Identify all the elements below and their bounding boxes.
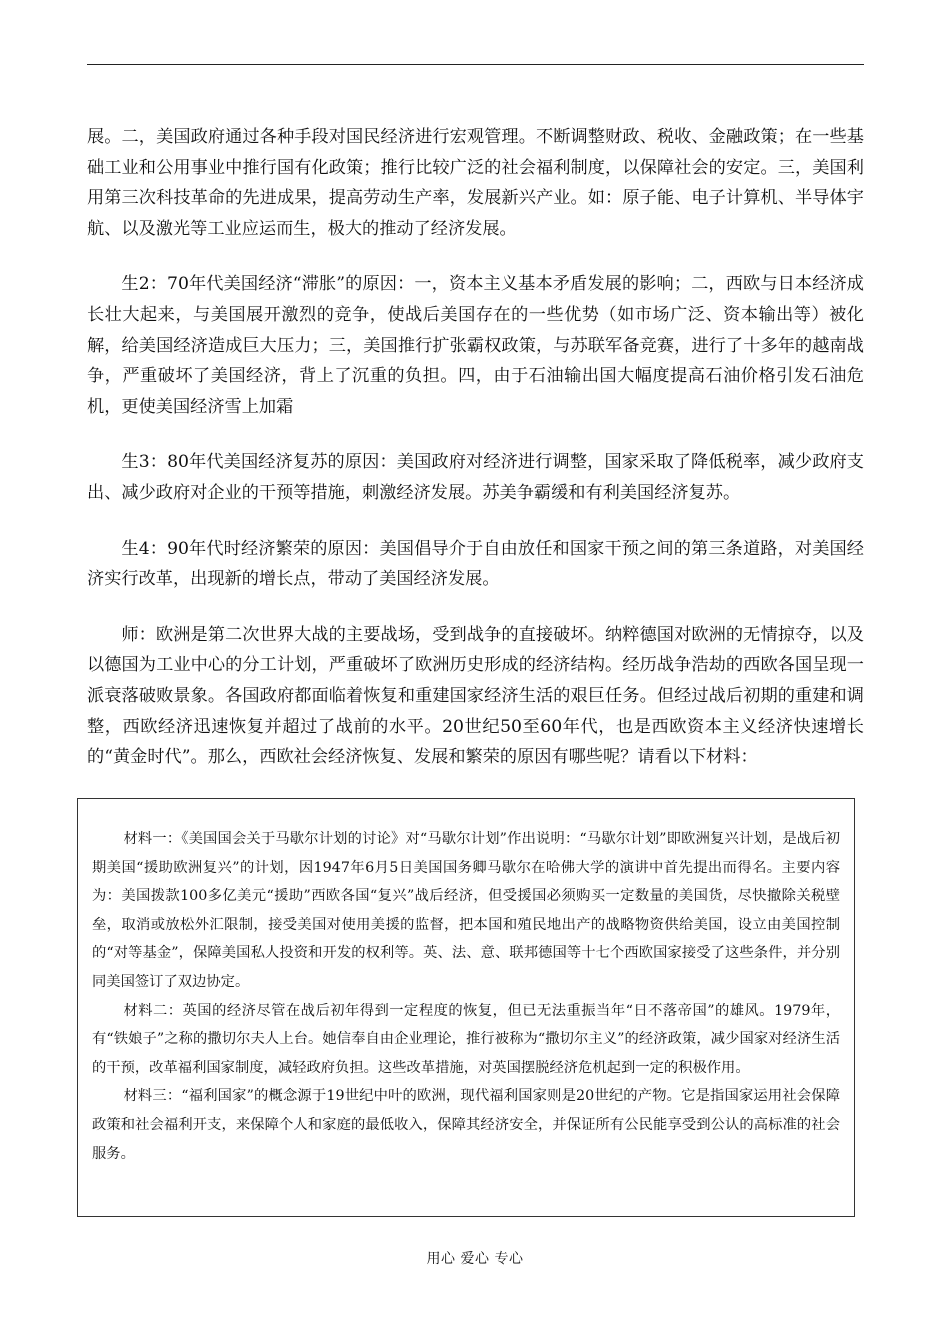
body-text [87, 122, 864, 773]
materials-box [77, 798, 855, 1217]
paragraph-student-4: 生4：90年代时经济繁荣的原因：美国倡导介于自由放任和国家干预之间的第三条道路，对美国经济实行改革，出现新的增长点，带动了美国经济发展。 [87, 538, 864, 590]
paragraph-continuation: 展。二，美国政府通过各种手段对国民经济进行宏观管理。不断调整财政、税收、金融政策；在一些基础工业和公用事业中推行国有化政策；推行比较广泛的社会福利制度，以保障社会的安定。三，美国利用第三次科技革命的先进成果，提高劳动生产率，发展新兴产业。如：原子能、电子计算机、半导体宇航、以及激光等工业应运而生，极大的推动了经济发展。 [87, 127, 864, 239]
paragraph-teacher: 师：欧洲是第二次世界大战的主要战场，受到战争的直接破坏。纳粹德国对欧洲的无情掠夺，以及以德国为工业中心的分工计划，严重破坏了欧洲历史形成的经济结构。经历战争浩劫的西欧各国呈现一派衰落破败景象。各国政府都面临着恢复和重建国家经济生活的艰巨任务。但经过战后初期的重建和调整，西欧经济迅速恢复并超过了战前的水平。20世纪50至60年代，也是西欧资本主义经济快速增长的“黄金时代”。那么，西欧社会经济恢复、发展和繁荣的原因有哪些呢？请看以下材料： [87, 624, 864, 768]
header-rule [87, 64, 864, 65]
paragraph-student-2: 生2：70年代美国经济“滞胀”的原因：一，资本主义基本矛盾发展的影响；二，西欧与日本经济成长壮大起来，与美国展开激烈的竞争，使战后美国存在的一些优势（如市场广泛、资本输出等）被化解，给美国经济造成巨大压力；三，美国推行扩张霸权政策，与苏联军备竞赛，进行了十多年的越南战争，严重破坏了美国经济，背上了沉重的负担。四，由于石油输出国大幅度提高石油价格引发石油危机，更使美国经济雪上加霜 [87, 274, 864, 417]
material-two: 材料二：英国的经济尽管在战后初年得到一定程度的恢复，但已无法重振当年“日不落帝国”的雄风。1979年，有“铁娘子”之称的撒切尔夫人上台。她信奉自由企业理论，推行被称为“撒切尔主义”的经济政策，减少国家对经济生活的干预，改革福利国家制度，减轻政府负担。这些改革措施，对英国摆脱经济危机起到一定的积极作用。 [92, 1002, 840, 1076]
material-one: 材料一：《美国国会关于马歇尔计划的讨论》对“马歇尔计划”作出说明：“马歇尔计划”即欧洲复兴计划，是战后初期美国“援助欧洲复兴”的计划，因1947年6月5日美国国务卿马歇尔在哈佛大学的演讲中首先提出而得名。主要内容为：美国拨款100多亿美元“援助”西欧各国“复兴”战后经济，但受援国必须购买一定数量的美国货，尽快撤除关税壁垒，取消或放松外汇限制，接受美国对使用美援的监督，把本国和殖民地出产的战略物资供给美国，设立由美国控制的“对等基金”，保障美国私人投资和开发的权利等。英、法、意、联邦德国等十七个西欧国家接受了这些条件，并分别同美国签订了双边协定。 [92, 831, 840, 990]
material-three: 材料三：“福利国家”的概念源于19世纪中叶的欧洲，现代福利国家则是20世纪的产物。它是指国家运用社会保障政策和社会福利开支，来保障个人和家庭的最低收入，保障其经济安全，并保证所有公民能享受到公认的高标准的社会服务。 [92, 1088, 840, 1162]
page-footer: 用心 爱心 专心 [426, 1251, 524, 1267]
paragraph-student-3: 生3：80年代美国经济复苏的原因：美国政府对经济进行调整，国家采取了降低税率，减少政府支出、减少政府对企业的干预等措施，刺激经济发展。苏美争霸缓和有利美国经济复苏。 [87, 452, 864, 503]
